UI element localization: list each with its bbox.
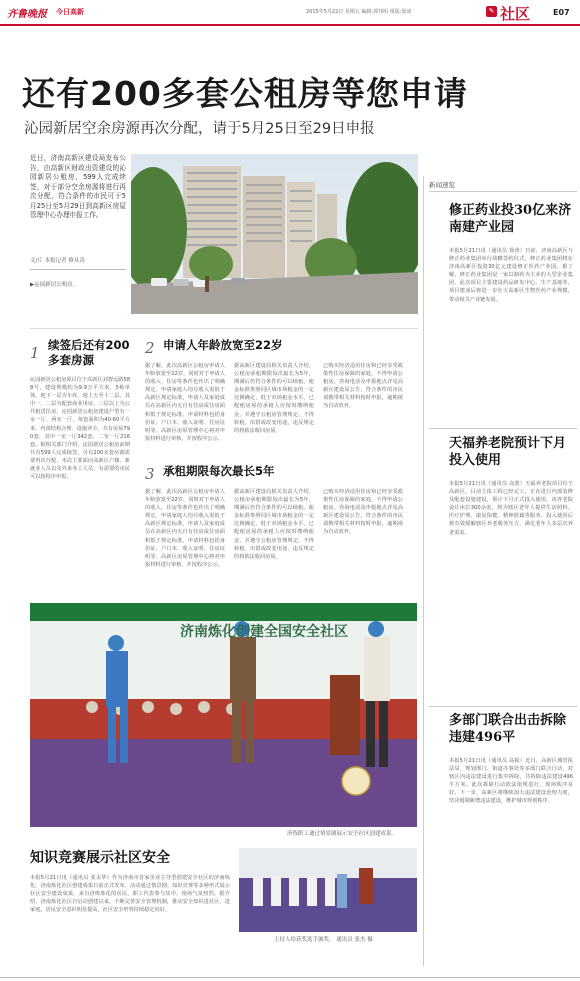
body-col-4: 已购买经济适用住房和已经享受政策性住房保障的家庭，不得申请公租房。咨询电话及申报地点详见高新区建设局公告，符合条件的市民请携带相关材料按时申报，逾期视为自动放弃。 bbox=[323, 363, 403, 410]
page-code: E07 bbox=[553, 8, 570, 17]
body-col-3b: 据高新区建设局相关负责人介绍，公租房承租期限每次最长为5年，期满后仍符合条件的可以续租。租金标准参照同区域市场租金的一定比例确定，低于市场租金水平。已配租房屋的承租人应按时缴纳租金，并遵守公租房管理规定，不得转租、出借或改变用途，违反规定的将依法收回房屋。 bbox=[234, 489, 314, 560]
apartment-photo bbox=[131, 154, 418, 314]
section-2-number: 2 bbox=[145, 339, 155, 357]
body-col-4b: 已购买经济适用住房和已经享受政策性住房保障的家庭，不得申请公租房。咨询电话及申报地点详见高新区建设局公告，符合条件的市民请携带相关材料按时申报，逾期视为自动放弃。 bbox=[323, 489, 403, 536]
body-col-2: 据了解，此次高新区公租房申请人年龄放宽至22岁，同时对于申请人的收入、住房等条件也作出了明确规定。申请家庭人均月收入需低于高新区规定标准，申请人及家庭成员在高新区内无自有住房或住房面积低于规定标准。申请材料包括身份证、户口本、收入证明、住房证明等。高新区房屋管理中心将对申报材料进行审核，并按程序公示。 bbox=[145, 363, 225, 442]
sidebar-item-2-text: 本报5月21日讯（通讯员 高蕾）天福养老院项目位于高新区，目前主体工程已经完工，正在进行内部装修及配套设施建设，预计下月正式投入使用。该养老院设计床位300余张，将为辖区老年人提供生活照料、医疗护理、康复保健、精神慰藉等服务。投入使用后将有效缓解辖区养老服务压力，满足老年人多层次养老需求。 bbox=[449, 481, 573, 536]
section-3-number: 3 bbox=[145, 465, 155, 483]
masthead bbox=[0, 0, 580, 24]
quiz-photo-caption: 主持人给获奖选手颁奖。 通讯员 张杰 摄 bbox=[274, 937, 373, 943]
event-photo-caption: 济炼职工通过情景剧展示安全社区创建成果。 bbox=[287, 831, 398, 837]
section-1-title: 续签后还有200多套房源 bbox=[48, 338, 130, 367]
section-label: 今日高新 bbox=[56, 8, 84, 16]
sections-rule bbox=[30, 328, 418, 329]
event-banner-text: 济南炼化创建全国安全社区 bbox=[180, 624, 348, 640]
lead-photo-caption: ▶沁园新居公租房。 bbox=[30, 282, 79, 288]
lead-rule bbox=[30, 269, 126, 270]
body-col-2b: 据了解，此次高新区公租房申请人年龄放宽至22岁，同时对于申请人的收入、住房等条件也作出了明确规定。申请家庭人均月收入需低于高新区规定标准，申请人及家庭成员在高新区内无自有住房或住房面积低于规定标准。申请材料包括身份证、户口本、收入证明、住房证明等。高新区房屋管理中心将对申报材料进行审核，并按程序公示。 bbox=[145, 489, 225, 568]
sidebar-item-1-title: 修正药业投30亿来济南建产业园 bbox=[449, 203, 572, 235]
lead-byline: 文/片 本报记者 修从涛 bbox=[30, 258, 85, 264]
sidebar-item-3-text: 本报5月21日讯（通讯员 高振）近日，高新区城管执法局、规划部门、街道办事处等多部门联合行动，对辖区内违法建设进行集中拆除，共拆除违法建设496平方米。此次拆除行动依法依规进行，现场秩序良好。下一步，高新区将继续加大违法建设治理力度，坚决遏制新增违法建设，维护城市规划秩序。 bbox=[449, 758, 573, 805]
event-photo bbox=[30, 603, 417, 827]
body-col-3: 据高新区建设局相关负责人介绍，公租房承租期限每次最长为5年，期满后仍符合条件的可以续租。租金标准参照同区域市场租金的一定比例确定，低于市场租金水平。已配租房屋的承租人应按时缴纳租金，并遵守公租房管理规定，不得转租、出借或改变用途，违反规定的将依法收回房屋。 bbox=[234, 363, 314, 434]
sidebar-rule-2 bbox=[429, 428, 577, 429]
section-2-title: 申请人年龄放宽至22岁 bbox=[163, 338, 283, 352]
sidebar-divider bbox=[423, 176, 424, 966]
community-icon: ✎ bbox=[486, 6, 497, 17]
sidebar-label: 新闻速览 bbox=[429, 181, 455, 189]
section-3-title: 承租期限每次最长5年 bbox=[163, 464, 275, 478]
quiz-photo bbox=[239, 848, 417, 932]
quiz-title: 知识竞赛展示社区安全 bbox=[30, 850, 170, 866]
community-label: 社区 bbox=[500, 5, 531, 23]
sidebar-item-3-title: 多部门联合出击拆除违建496平 bbox=[449, 713, 567, 745]
sidebar-rule-3 bbox=[429, 706, 577, 707]
sidebar-item-2-title: 天福养老院预计下月投入使用 bbox=[449, 436, 567, 468]
body-col-1: 沁园新居公租房项目位于高新区刘智远路588号，建设规模约为9.9万平方米，5栋单体，地下一层为车库，地上五至十二层。其中一、二层为配套商业用房，三层以上为公共租赁住房。沁园新居公租房建设户型有一室一厅、两室一厅，每套面积为40-60平方米，内部结构合理、设施齐全。共有房屋790套，其中一室一厅342套，二室一厅216套。据相关部门介绍，沁园新居公租房前期共有599人完成续签，另有200多套房源需要再次分配，本次主要面向高新区户籍、新就业人员以及外来务工人员，有需要的市民可以按程序申报。 bbox=[30, 377, 130, 481]
paper-name: 齐鲁晚报 bbox=[7, 9, 47, 20]
photo-divider bbox=[420, 154, 422, 314]
section-1-number: 1 bbox=[30, 344, 40, 362]
page-bottom-rule bbox=[0, 977, 580, 978]
masthead-meta: 2015年5月22日 星期五 编辑:郭伟明 组版:徐凌 bbox=[306, 9, 412, 15]
lead-text: 近日，济南高新区建设局发布公告，由高新区财政出资建设的沁园新居公租房，599人完成续签，对于部分空余房源将进行再次分配，符合条件的市民可于5月25日至5月29日到高新区房屋管理中心办理申报工作。 bbox=[30, 154, 126, 219]
headline-subtitle: 沁园新居空余房源再次分配，请于5月25日至29日申报 bbox=[24, 121, 375, 137]
headline-title: 还有200多套公租房等您申请 bbox=[22, 74, 468, 113]
masthead-rule bbox=[0, 24, 580, 26]
sidebar-item-1-text: 本报5月21日讯（通讯员 徐涛）日前，济南高新区与修正药业集团举行战略签约仪式，修正药业集团将在济南高新区投资30亿元建设修正医药产业园。据了解，修正药业集团是一家以制药为主业的大型企业集团，此次项目主要建设药品研发中心、生产基地等，项目建成后将进一步壮大高新区生物医药产业规模，带动相关产业链发展。 bbox=[449, 248, 573, 303]
sidebar-label-rule bbox=[429, 191, 577, 192]
quiz-text: 本报5月21日讯（通讯员 张永华）作为济南市首家企业主导型创建安全社区的济南炼化，济南炼化社区创建成果日前正式发布。活动通过情景剧、知识竞赛等多种形式展示社区安全建设成果。来自济炼炼化的居民、职工代表参与其中，现场气氛热烈。据介绍，济南炼化社区自启动创建以来，不断完善安全管理机制，推动安全知识进社区、进家庭，居民安全意识明显提高，社区安全形势持续稳定向好。 bbox=[30, 875, 230, 914]
